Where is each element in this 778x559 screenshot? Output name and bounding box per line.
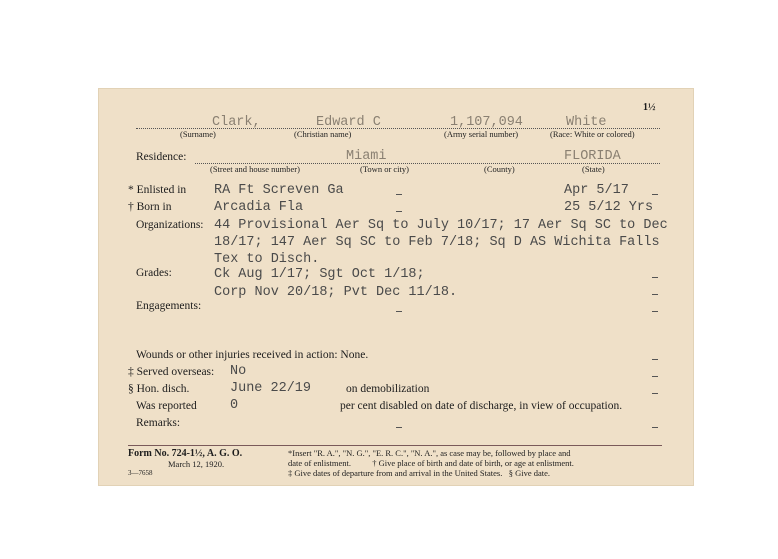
blank-mark bbox=[652, 359, 658, 360]
caption-town: (Town or city) bbox=[360, 164, 409, 174]
caption-surname: (Surname) bbox=[180, 129, 216, 139]
organizations-line-3: Tex to Disch. bbox=[214, 252, 320, 267]
grades-line-2: Corp Nov 20/18; Pvt Dec 11/18. bbox=[214, 285, 458, 300]
form-date: March 12, 1920. bbox=[168, 459, 225, 469]
grades-label: Grades: bbox=[136, 267, 172, 279]
service-record-card bbox=[98, 88, 694, 486]
enlisted-date: Apr 5/17 bbox=[564, 183, 629, 198]
grades-line-1: Ck Aug 1/17; Sgt Oct 1/18; bbox=[214, 267, 425, 282]
served-label: ‡ Served overseas: bbox=[128, 366, 215, 378]
caption-county: (County) bbox=[484, 164, 515, 174]
caption-race: (Race: White or colored) bbox=[550, 129, 635, 139]
serial-number-value: 1,107,094 bbox=[450, 115, 523, 130]
born-value: Arcadia Fla bbox=[214, 200, 304, 215]
blank-mark bbox=[396, 211, 402, 212]
blank-mark bbox=[652, 427, 658, 428]
served-value: No bbox=[230, 364, 247, 379]
blank-mark bbox=[652, 294, 658, 295]
organizations-line-2: 18/17; 147 Aer Sq SC to Feb 7/18; Sq D AS Wichita Falls bbox=[214, 235, 660, 250]
christian-name-value: Edward C bbox=[316, 115, 381, 130]
residence-label: Residence: bbox=[136, 151, 187, 163]
caption-christian: (Christian name) bbox=[294, 129, 352, 139]
footnote-line-2: date of enlistment. † Give place of birth and date of birth, or age at enlistment. bbox=[288, 458, 574, 468]
hon-disch-label: § Hon. disch. bbox=[128, 383, 190, 395]
caption-serial: (Army serial number) bbox=[444, 129, 519, 139]
blank-mark bbox=[396, 311, 402, 312]
caption-street: (Street and house number) bbox=[210, 164, 300, 174]
hon-disch-reason: on demobilization bbox=[346, 383, 430, 395]
wounds-label: Wounds or other injuries received in action: None. bbox=[136, 349, 369, 361]
state-value: FLORIDA bbox=[564, 149, 621, 164]
remarks-label: Remarks: bbox=[136, 417, 181, 429]
footnote-line-1: *Insert "R. A.", "N. G.", "E. R. C.", "N. A.", as case may be, followed by place and bbox=[288, 448, 571, 458]
blank-mark bbox=[652, 277, 658, 278]
born-age: 25 5/12 Yrs bbox=[564, 200, 654, 215]
race-value: White bbox=[566, 115, 607, 130]
corner-number: 1½ bbox=[643, 102, 656, 113]
organizations-label: Organizations: bbox=[136, 219, 204, 231]
reported-text: per cent disabled on date of discharge, in view of occupation. bbox=[340, 400, 623, 412]
blank-mark bbox=[396, 427, 402, 428]
hon-disch-value: June 22/19 bbox=[230, 381, 312, 396]
surname-value: Clark, bbox=[212, 115, 261, 130]
town-value: Miami bbox=[346, 149, 387, 164]
enlisted-value: RA Ft Screven Ga bbox=[214, 183, 344, 198]
footnote-line-3: ‡ Give dates of departure from and arrival in the United States. § Give date. bbox=[288, 468, 550, 478]
engagements-label: Engagements: bbox=[136, 300, 202, 312]
form-number: Form No. 724-1½, A. G. O. bbox=[128, 448, 243, 459]
blank-mark bbox=[652, 393, 658, 394]
reported-value: 0 bbox=[230, 398, 239, 413]
caption-state: (State) bbox=[582, 164, 605, 174]
born-label: † Born in bbox=[128, 201, 172, 213]
organizations-line-1: 44 Provisional Aer Sq to July 10/17; 17 Aer Sq SC to Dec bbox=[214, 218, 668, 233]
blank-mark bbox=[652, 376, 658, 377]
form-code: 3—7658 bbox=[128, 469, 153, 477]
enlisted-label: * Enlisted in bbox=[128, 184, 187, 196]
reported-label: Was reported bbox=[136, 400, 197, 412]
blank-mark bbox=[652, 194, 658, 195]
blank-mark bbox=[396, 194, 402, 195]
footer-rule bbox=[128, 445, 662, 446]
blank-mark bbox=[652, 311, 658, 312]
